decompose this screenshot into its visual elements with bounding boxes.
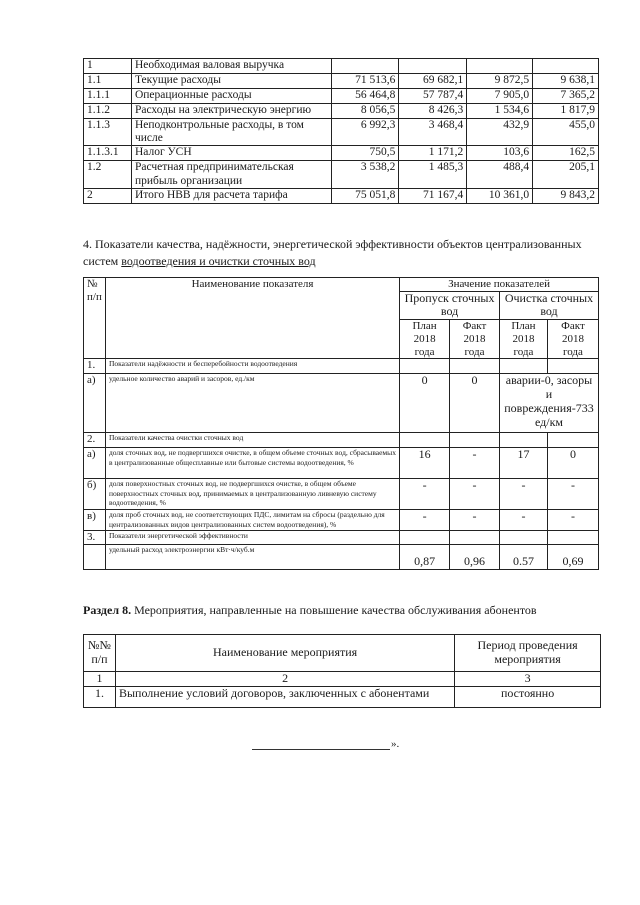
- header-period: Период проведения мероприятия: [455, 635, 601, 672]
- row-num: б): [84, 479, 106, 510]
- row-name: Расчетная предпринимательская прибыль организации: [131, 161, 331, 188]
- row-value: 1 817,9: [533, 104, 599, 119]
- row-num: 1.: [84, 359, 106, 374]
- row-value: 8 426,3: [399, 104, 467, 119]
- row-code: 1.1.3: [84, 119, 132, 146]
- index-cell: 2: [115, 672, 454, 687]
- row-value: 0,96: [450, 544, 500, 569]
- nvv-row: [84, 59, 599, 74]
- row-value: 432,9: [467, 119, 533, 146]
- nvv-row: [84, 188, 599, 203]
- row-name: Показатели надёжности и бесперебойности водоотведения: [105, 359, 399, 374]
- nvv-table-body: [84, 59, 599, 204]
- nvv-row: [84, 161, 599, 188]
- row-name: Показатели качества очистки сточных вод: [105, 433, 399, 448]
- row-value: -: [450, 448, 500, 479]
- row-value: [331, 59, 399, 74]
- row-value: 9 843,2: [533, 188, 599, 203]
- row-value: 162,5: [533, 146, 599, 161]
- row-name: Текущие расходы: [131, 74, 331, 89]
- header-name: Наименование мероприятия: [115, 635, 454, 672]
- row-code: 1.1.1: [84, 89, 132, 104]
- row-code: 2: [84, 188, 132, 203]
- row-code: 1.2: [84, 161, 132, 188]
- measures-table: [83, 634, 601, 708]
- row-value: 75 051,8: [331, 188, 399, 203]
- row-num: а): [84, 448, 106, 479]
- row-code: 1.1.2: [84, 104, 132, 119]
- row-value: 10 361,0: [467, 188, 533, 203]
- row-value: 1 171,2: [399, 146, 467, 161]
- header-plan-1: План 2018 года: [400, 320, 450, 359]
- row-name: доля поверхностных сточных вод, не подвергшихся очистке, в общем объеме поверхностных сточных вод, принимаемых в централизованную ливневую систему водоотведения, %: [105, 479, 399, 510]
- header-values: Значение показателей: [400, 278, 599, 292]
- row-value: -: [499, 479, 547, 510]
- row-value: 8 056,5: [331, 104, 399, 119]
- nvv-table: [83, 58, 599, 204]
- row-value: 0,87: [400, 544, 450, 569]
- row-value: -: [499, 510, 547, 531]
- row-name: доля сточных вод, не подвергшихся очистке, в общем объеме сточных вод, сбрасываемых в централизованные общесплавные или бытовые системы водоотведения, %: [105, 448, 399, 479]
- index-cell: 1: [84, 672, 116, 687]
- section-4-heading: [83, 236, 603, 270]
- row-value: -: [547, 479, 598, 510]
- row-period: постоянно: [455, 686, 601, 707]
- row-value: [467, 59, 533, 74]
- row-name: Показатели энергетической эффективности: [105, 531, 399, 545]
- row-value: 6 992,3: [331, 119, 399, 146]
- row-value: -: [450, 479, 500, 510]
- row-value: 0,69: [547, 544, 598, 569]
- row-name: Налог УСН: [131, 146, 331, 161]
- row-value: 103,6: [467, 146, 533, 161]
- nvv-row: [84, 146, 599, 161]
- row-value: -: [547, 510, 598, 531]
- row-name: удельный расход электроэнергии кВт·ч/куб.м: [105, 544, 399, 569]
- header-num: №№ п/п: [84, 635, 116, 672]
- row-value: 9 872,5: [467, 74, 533, 89]
- header-name: Наименование показателя: [105, 278, 399, 359]
- row-value: 0: [450, 374, 500, 433]
- row-value: 205,1: [533, 161, 599, 188]
- section-8-title: Мероприятия, направленные на повышение качества обслуживания абонентов: [131, 603, 537, 617]
- row-value: [533, 59, 599, 74]
- row-value: 488,4: [467, 161, 533, 188]
- row-value: 3 538,2: [331, 161, 399, 188]
- row-value: аварии-0, засоры и повреждения-733 ед/км: [499, 374, 598, 433]
- row-value: 71 167,4: [399, 188, 467, 203]
- header-fact-1: Факт 2018 года: [450, 320, 500, 359]
- row-name: Итого НВВ для расчета тарифа: [131, 188, 331, 203]
- section-4-heading-text: 4. Показатели качества, надёжности, энергетической эффективности объектов централизованных систем: [83, 237, 582, 268]
- row-name: Неподконтрольные расходы, в том числе: [131, 119, 331, 146]
- row-name: Выполнение условий договоров, заключенных с абонентами: [115, 686, 454, 707]
- row-value: 7 365,2: [533, 89, 599, 104]
- row-value: 0: [547, 448, 598, 479]
- row-value: -: [400, 479, 450, 510]
- row-value: 9 638,1: [533, 74, 599, 89]
- row-name: удельное количество аварий и засоров, ед./км: [105, 374, 399, 433]
- header-num: № п/п: [84, 278, 106, 359]
- row-num: 2.: [84, 433, 106, 448]
- row-num: а): [84, 374, 106, 433]
- section-4-heading-underlined: водоотведения и очистки сточных вод: [121, 254, 316, 268]
- row-value: -: [400, 510, 450, 531]
- index-cell: 3: [455, 672, 601, 687]
- row-value: 1 534,6: [467, 104, 533, 119]
- closing-mark: ».: [391, 738, 400, 750]
- row-value: 455,0: [533, 119, 599, 146]
- row-value: 69 682,1: [399, 74, 467, 89]
- row-value: 56 464,8: [331, 89, 399, 104]
- nvv-row: [84, 89, 599, 104]
- nvv-row: [84, 119, 599, 146]
- quality-indicators-table: [83, 277, 599, 570]
- row-name: Расходы на электрическую энергию: [131, 104, 331, 119]
- row-num: в): [84, 510, 106, 531]
- row-value: -: [450, 510, 500, 531]
- row-value: 71 513,6: [331, 74, 399, 89]
- section-8-heading: [83, 603, 603, 618]
- row-value: 57 787,4: [399, 89, 467, 104]
- nvv-row: [84, 74, 599, 89]
- header-group-sewage: Пропуск сточных вод: [400, 291, 500, 320]
- row-value: [399, 59, 467, 74]
- header-fact-2: Факт 2018 года: [547, 320, 598, 359]
- row-num: 3.: [84, 531, 106, 545]
- row-name: доля проб сточных вод, не соответствующих ПДС, лимитам на сбросы (раздельно для централизованных видов централизованных систем водоотведения), %: [105, 510, 399, 531]
- row-num: 1.: [84, 686, 116, 707]
- row-value: 7 905,0: [467, 89, 533, 104]
- header-group-treatment: Очистка сточных вод: [499, 291, 598, 320]
- row-name: Операционные расходы: [131, 89, 331, 104]
- row-value: 0.57: [499, 544, 547, 569]
- row-value: 0: [400, 374, 450, 433]
- row-value: 750,5: [331, 146, 399, 161]
- row-code: 1.1.3.1: [84, 146, 132, 161]
- row-value: 17: [499, 448, 547, 479]
- nvv-row: [84, 104, 599, 119]
- row-name: Необходимая валовая выручка: [131, 59, 331, 74]
- section-8-label: Раздел 8.: [83, 603, 132, 617]
- row-code: 1.1: [84, 74, 132, 89]
- row-value: 1 485,3: [399, 161, 467, 188]
- row-code: 1: [84, 59, 132, 74]
- signature-line: [252, 737, 390, 750]
- row-value: 3 468,4: [399, 119, 467, 146]
- row-value: 16: [400, 448, 450, 479]
- header-plan-2: План 2018 года: [499, 320, 547, 359]
